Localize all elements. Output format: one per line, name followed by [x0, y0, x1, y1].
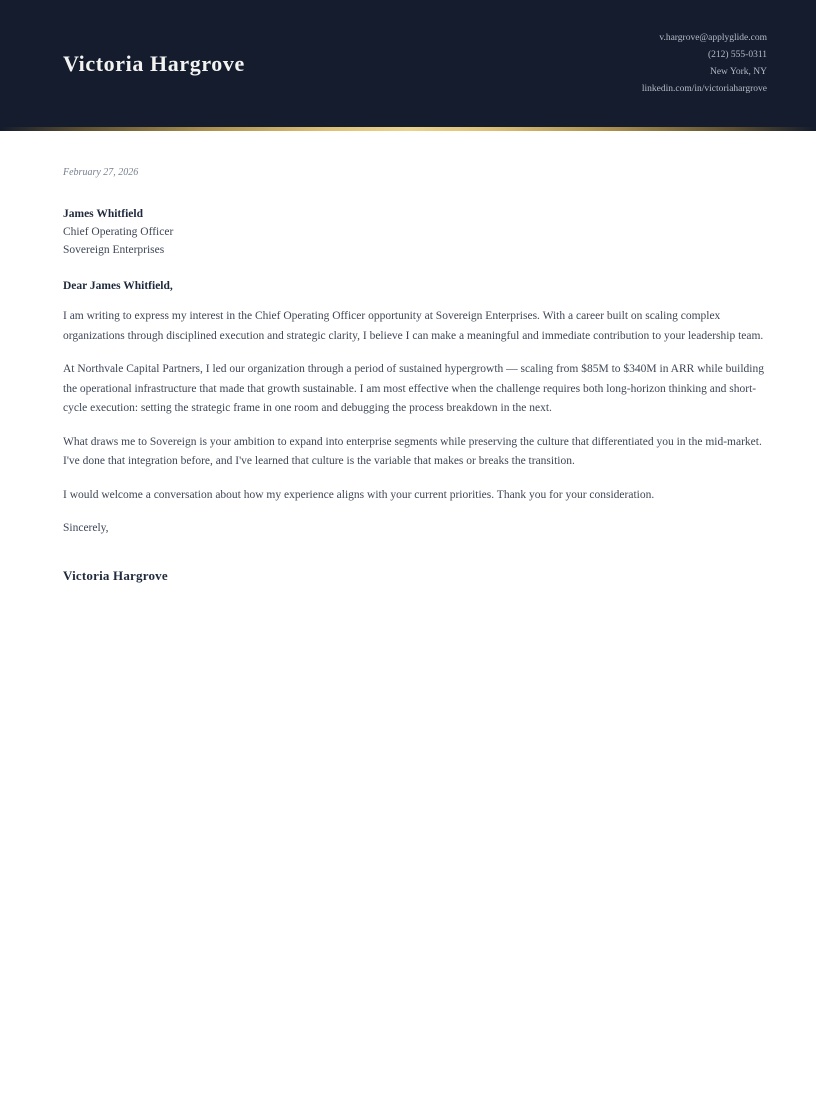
- contact-location: New York, NY: [709, 66, 767, 77]
- contact-email: v.hargrove@applyglide.com: [659, 32, 767, 43]
- recipient-block: [63, 205, 767, 259]
- recipient-name: James Whitfield: [63, 208, 143, 220]
- recipient-title: Chief Operating Officer: [63, 226, 174, 238]
- recipient-company: Sovereign Enterprises: [63, 244, 165, 256]
- signature-name: Victoria Hargrove: [63, 568, 168, 583]
- contact-info-block: [642, 30, 767, 98]
- sender-name-heading: Victoria Hargrove: [63, 50, 245, 76]
- salutation: Dear James Whitfield,: [63, 280, 173, 292]
- contact-phone: (212) 555-0311: [707, 49, 767, 60]
- letter-date: February 27, 2026: [63, 167, 139, 178]
- paragraph-experience: At Northvale Capital Partners, I led our organization through a period of sustained hypergrowth — scaling from $85M to $340M in ARR while building the operational infrastructure that made that growth sustainable. I am most effective when the challenge requires both long-horizon thinking and short-cycle execution: setting the strategic frame in one room and debugging the process breakdown in the next.: [63, 363, 764, 414]
- letter-header: [0, 0, 816, 127]
- contact-linkedin: linkedin.com/in/victoriahargrove: [641, 83, 767, 94]
- letter-body: [0, 131, 816, 584]
- paragraph-call-to-action: I would welcome a conversation about how my experience aligns with your current priorities. Thank you for your consideration.: [63, 488, 655, 501]
- paragraph-intro: I am writing to express my interest in the Chief Operating Officer opportunity at Sovereign Enterprises. With a career built on scaling complex organizations through disciplined execution and strategic clarity, I believe I can make a meaningful and immediate contribution to your leadership team.: [63, 310, 764, 342]
- paragraph-motivation: What draws me to Sovereign is your ambition to expand into enterprise segments while preserving the culture that differentiated you in the mid-market. I've done that integration before, and I've learned that culture is the variable that makes or breaks the transition.: [63, 435, 762, 467]
- closing-line: Sincerely,: [63, 522, 109, 534]
